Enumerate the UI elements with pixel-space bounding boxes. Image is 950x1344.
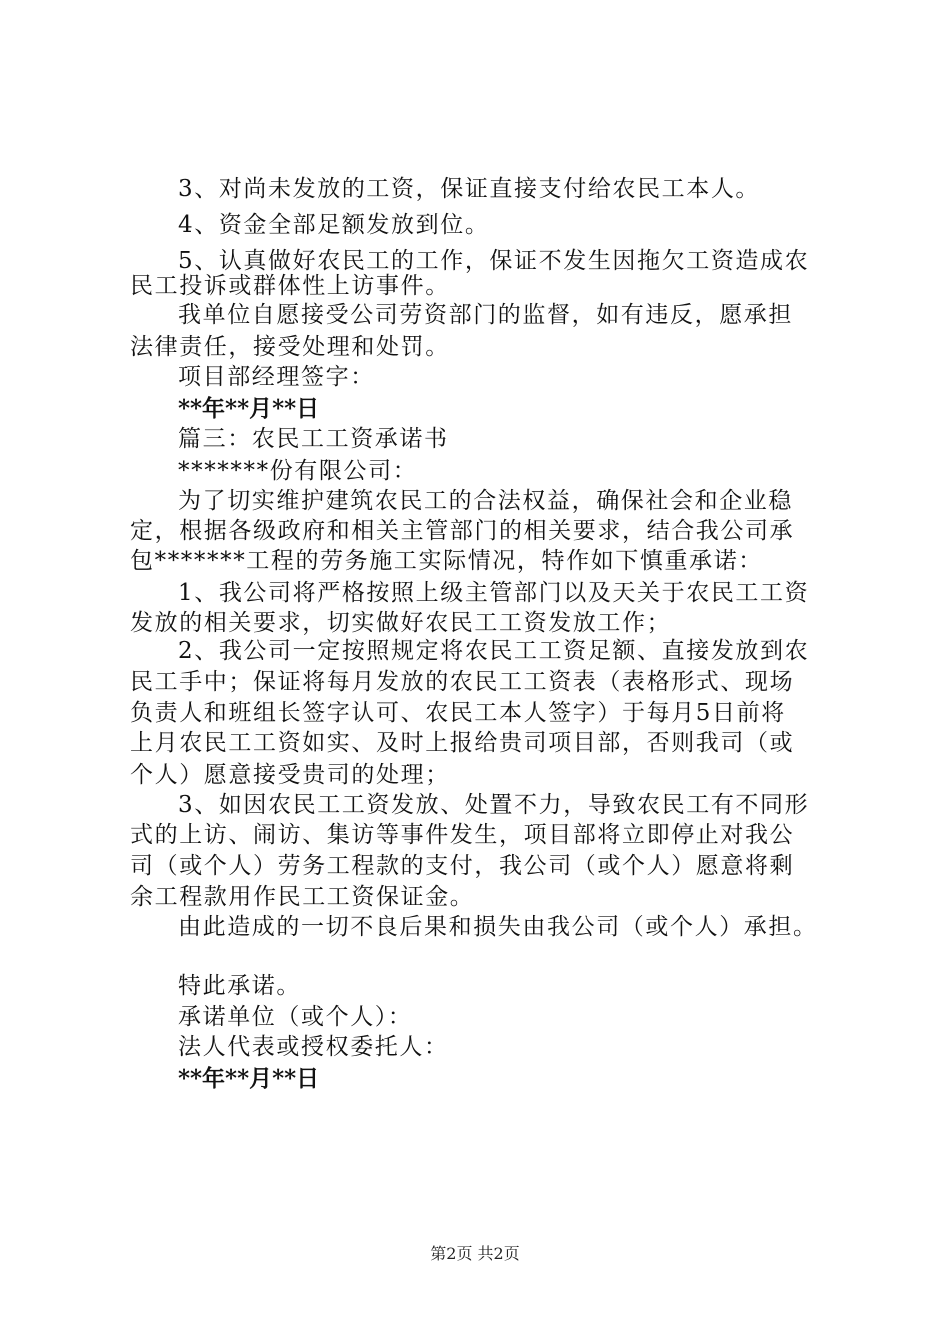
paragraph-line: 3、如因农民工工资发放、处置不力，导致农民工有不同形	[178, 792, 810, 818]
paragraph-line: 定，根据各级政府和相关主管部门的相关要求，结合我公司承	[130, 518, 795, 544]
paragraph-line: 余工程款用作民工工资保证金。	[130, 884, 475, 910]
date-line: **年**月**日	[178, 395, 320, 422]
paragraph-line: 3、对尚未发放的工资，保证直接支付给农民工本人。	[178, 176, 761, 202]
section-heading: 篇三：农民工工资承诺书	[178, 426, 449, 452]
paragraph-line: 式的上访、闹访、集访等事件发生，项目部将立即停止对我公	[130, 822, 795, 848]
paragraph-line: 包*******工程的劳务施工实际情况，特作如下慎重承诺：	[130, 548, 763, 574]
page-number-footer: 第2页 共2页	[430, 1244, 520, 1263]
paragraph-line: 负责人和班组长签字认可、农民工本人签字）于每月5日前将	[130, 700, 786, 726]
paragraph-line: 司（或个人）劳务工程款的支付，我公司（或个人）愿意将剩	[130, 853, 795, 879]
addressee-line: *******份有限公司：	[178, 458, 418, 484]
paragraph-line: 法律责任，接受处理和处罚。	[130, 334, 450, 360]
paragraph-line: 4、资金全部足额发放到位。	[178, 212, 490, 238]
paragraph-line: 由此造成的一切不良后果和损失由我公司（或个人）承担。	[178, 914, 818, 940]
date-line: **年**月**日	[178, 1065, 320, 1092]
paragraph-line: 为了切实维护建筑农民工的合法权益，确保社会和企业稳	[178, 488, 793, 514]
paragraph-line: 我单位自愿接受公司劳资部门的监督，如有违反，愿承担	[178, 302, 793, 328]
closing-line: 特此承诺。	[178, 973, 301, 999]
paragraph-line: 1、我公司将严格按照上级主管部门以及天关于农民工工资	[178, 580, 810, 606]
paragraph-line: 民工投诉或群体性上访事件。	[130, 273, 450, 299]
paragraph-line: 发放的相关要求，切实做好农民工工资发放工作；	[130, 610, 672, 636]
signature-label: 项目部经理签字：	[178, 364, 375, 390]
promisor-label: 承诺单位（或个人）：	[178, 1004, 413, 1030]
paragraph-line: 个人）愿意接受贵司的处理；	[130, 762, 450, 788]
representative-label: 法人代表或授权委托人：	[178, 1034, 449, 1060]
paragraph-line: 5、认真做好农民工的工作，保证不发生因拖欠工资造成农	[178, 248, 810, 274]
paragraph-line: 2、我公司一定按照规定将农民工工资足额、直接发放到农	[178, 638, 810, 664]
paragraph-line: 上月农民工工资如实、及时上报给贵司项目部，否则我司（或	[130, 730, 795, 756]
paragraph-line: 民工手中；保证将每月发放的农民工工资表（表格形式、现场	[130, 669, 795, 695]
